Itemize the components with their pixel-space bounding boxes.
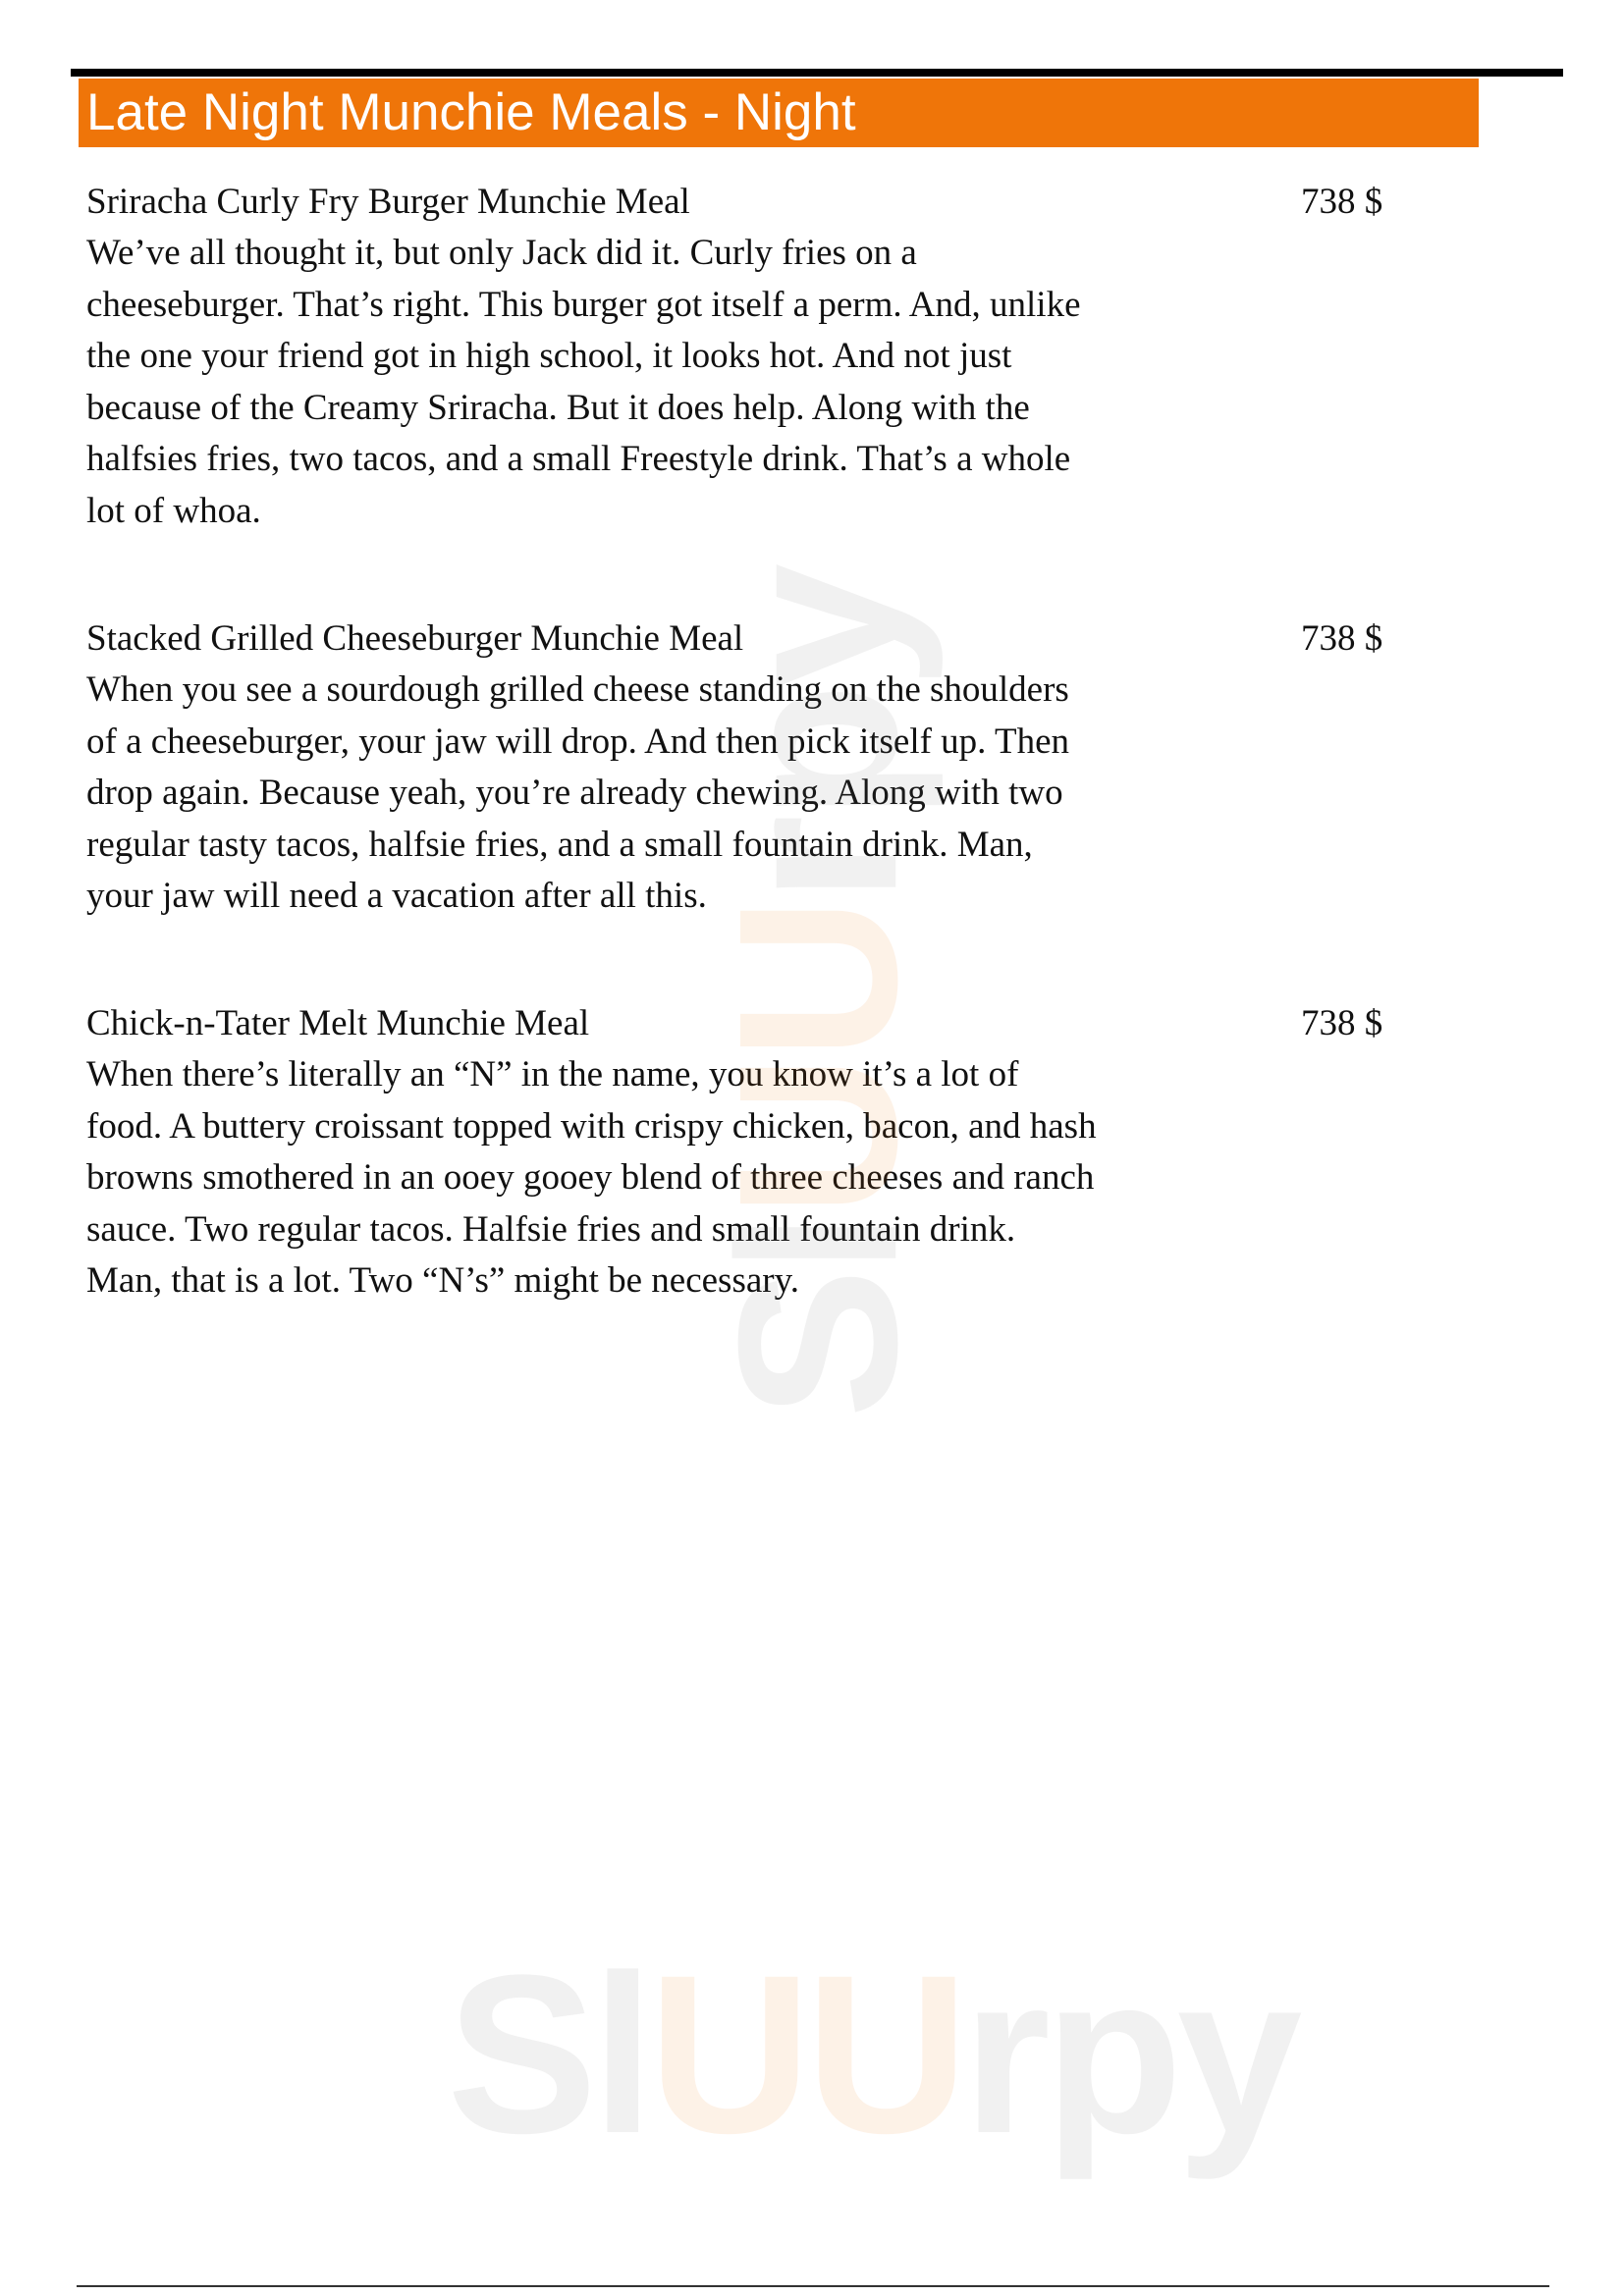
- section-title: Late Night Munchie Meals - Night: [86, 83, 856, 141]
- item-name: Sriracha Curly Fry Burger Munchie Meal: [86, 182, 690, 222]
- watermark-text: Sl: [691, 1216, 945, 1419]
- item-description: When you see a sourdough grilled cheese standing on the shoulders of a cheeseburger, your jaw will drop. And then pick itself up. Then drop again. Because yeah, you’re already chewing. Along with two regular tasty tacos, halfsie fries, and a small fountain drink. Man, your jaw will need a vacation after all this.: [86, 669, 1070, 916]
- watermark-text: rpy: [691, 568, 945, 903]
- item-description: We’ve all thought it, but only Jack did it. Curly fries on a cheeseburger. That’s right. This burger got itself a perm. And, unlike the one your friend got in high school, it looks hot. And not just because of the Creamy Sriracha. But it does help. Along with the halfsies fries, two tacos, and a small Freestyle drink. That’s a whole lot of whoa.: [86, 233, 1081, 531]
- watermark-text: Sl: [447, 1928, 649, 2180]
- watermark-text: UU: [691, 902, 945, 1217]
- top-rule: [71, 69, 1563, 77]
- item-price: 738 $: [1301, 1003, 1383, 1043]
- item-name: Stacked Grilled Cheeseburger Munchie Meal: [86, 618, 744, 659]
- watermark-text: rpy: [962, 1928, 1297, 2180]
- item-description: When there’s literally an “N” in the name, you know it’s a lot of food. A buttery croissant topped with crispy chicken, bacon, and hash browns smothered in an ooey gooey blend of three cheeses and ranch sauce. Two regular tacos. Halfsie fries and small fountain drink. Man, that is a lot. Two “N’s” might be necessary.: [86, 1054, 1097, 1301]
- item-name: Chick-n-Tater Melt Munchie Meal: [86, 1003, 590, 1043]
- menu-item: [86, 614, 1392, 923]
- menu-item: [86, 998, 1392, 1308]
- section-header: [79, 79, 1479, 147]
- watermark-text: UU: [648, 1928, 963, 2180]
- bottom-rule: [77, 2285, 1549, 2287]
- item-price: 738 $: [1301, 182, 1383, 222]
- item-price: 738 $: [1301, 618, 1383, 659]
- watermark-logo: [447, 1924, 1296, 2184]
- menu-item: [86, 177, 1392, 537]
